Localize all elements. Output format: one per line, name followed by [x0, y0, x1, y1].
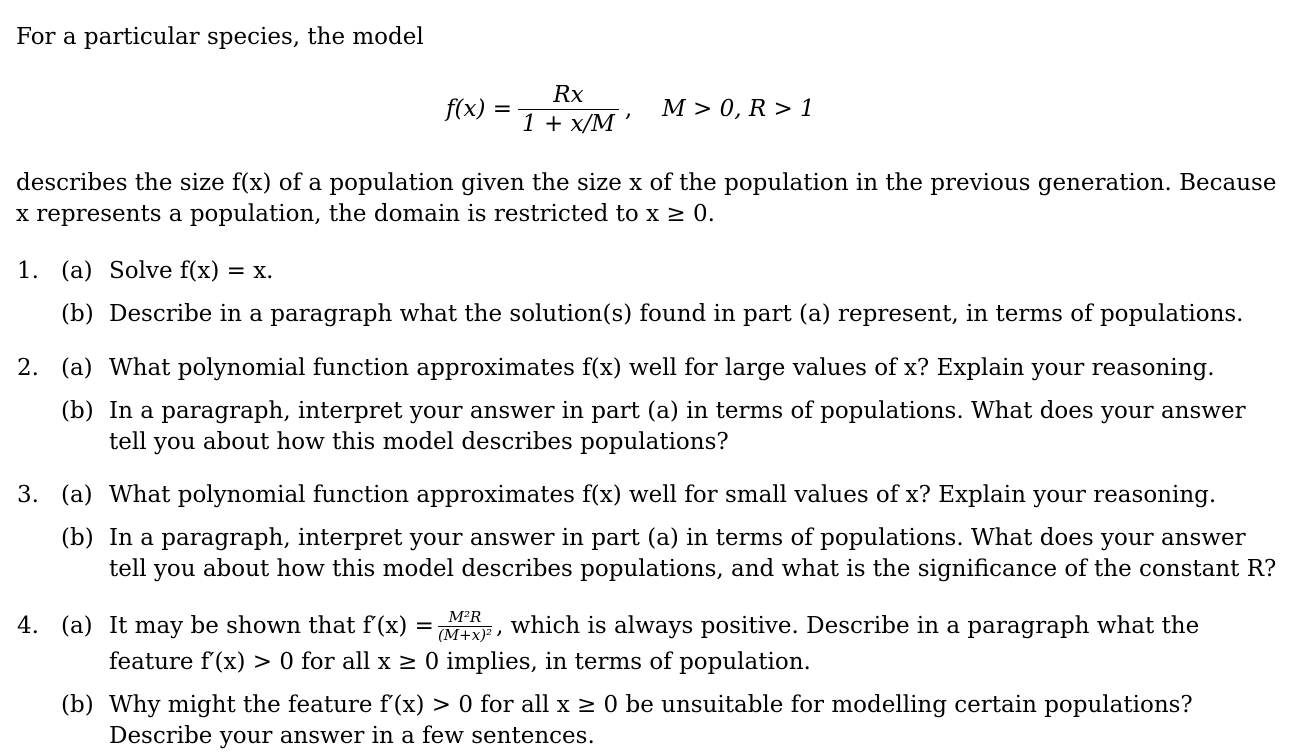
part-text-suffix: , which is always positive. Describe in a paragraph what the [496, 612, 1200, 639]
formula-numerator: Rx [553, 81, 584, 108]
formula-fraction [518, 81, 619, 138]
part-text: Why might the feature f′(x) > 0 for all x ≥ 0 be unsuitable for modelling certain populations? [109, 692, 1193, 718]
part-text: tell you about how this model describes populations? [109, 429, 729, 455]
intro-text: For a particular species, the model [16, 24, 424, 50]
derivative-fraction [438, 609, 492, 644]
part-text: In a paragraph, interpret your answer in part (a) in terms of populations. What does your answer [109, 525, 1246, 551]
model-formula [446, 76, 815, 142]
part-text: feature f′(x) > 0 for all x ≥ 0 implies, in terms of population. [109, 649, 811, 675]
part-label: (b) [61, 692, 94, 718]
derivative-numerator: M²R [448, 607, 482, 626]
question-number: 2. [17, 355, 39, 381]
part-text: In a paragraph, interpret your answer in part (a) in terms of populations. What does your answer [109, 398, 1246, 424]
part-label: (b) [61, 525, 94, 551]
formula-lhs: f(x) = [446, 95, 513, 122]
question-number: 4. [17, 613, 39, 639]
part-text [109, 604, 1199, 648]
question-number: 3. [17, 482, 39, 508]
part-label: (b) [61, 301, 94, 327]
part-text: What polynomial function approximates f(x) well for small values of x? Explain your reasoning. [109, 482, 1217, 508]
derivative-denominator: (M+x)² [437, 625, 493, 644]
part-text-prefix: It may be shown that f′(x) = [109, 612, 434, 639]
description-line-2: x represents a population, the domain is restricted to x ≥ 0. [16, 201, 715, 227]
part-label: (a) [61, 258, 93, 284]
part-label: (a) [61, 482, 93, 508]
description-line-1: describes the size f(x) of a population given the size x of the population in the previous generation. Because [16, 170, 1277, 196]
question-number: 1. [17, 258, 39, 284]
formula-conditions: M > 0, R > 1 [662, 95, 815, 122]
part-text: What polynomial function approximates f(x) well for large values of x? Explain your reasoning. [109, 355, 1215, 381]
formula-comma: , [624, 95, 633, 122]
part-text: tell you about how this model describes populations, and what is the significance of the constant R? [109, 556, 1277, 582]
part-label: (a) [61, 613, 93, 639]
part-text: Describe in a paragraph what the solution(s) found in part (a) represent, in terms of populations. [109, 301, 1244, 327]
part-label: (a) [61, 355, 93, 381]
part-text: Describe your answer in a few sentences. [109, 723, 595, 749]
part-label: (b) [61, 398, 94, 424]
formula-denominator: 1 + x/M [518, 109, 619, 138]
part-text: Solve f(x) = x. [109, 258, 274, 284]
